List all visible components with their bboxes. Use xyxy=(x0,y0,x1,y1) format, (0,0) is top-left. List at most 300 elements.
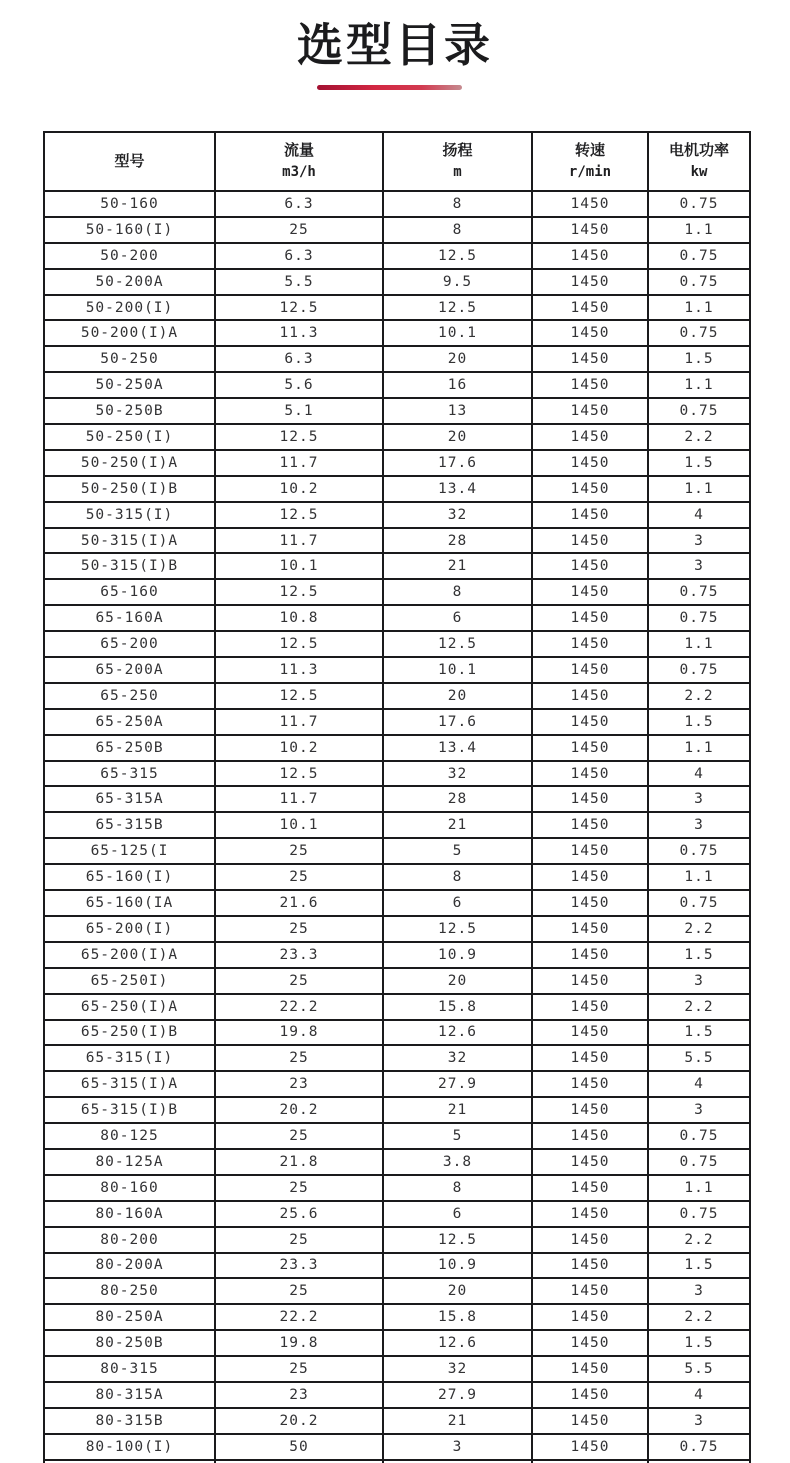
cell: 1450 xyxy=(532,476,648,502)
cell: 65-200 xyxy=(44,631,215,657)
cell: 1450 xyxy=(532,942,648,968)
table-row xyxy=(44,916,750,942)
cell: 1450 xyxy=(532,372,648,398)
cell: 21 xyxy=(383,812,532,838)
cell: 11.7 xyxy=(215,709,383,735)
cell: 1.5 xyxy=(648,1253,750,1279)
table-row xyxy=(44,1045,750,1071)
cell: 12.5 xyxy=(215,761,383,787)
cell: 1450 xyxy=(532,243,648,269)
cell: 5 xyxy=(383,838,532,864)
cell: 1450 xyxy=(532,553,648,579)
cell: 12.6 xyxy=(383,1330,532,1356)
cell: 12.5 xyxy=(215,683,383,709)
cell: 10.1 xyxy=(383,657,532,683)
cell: 0.75 xyxy=(648,838,750,864)
cell: 1450 xyxy=(532,605,648,631)
cell: 1450 xyxy=(532,1123,648,1149)
cell: 1450 xyxy=(532,528,648,554)
cell: 23.3 xyxy=(215,1253,383,1279)
cell: 1450 xyxy=(532,709,648,735)
cell: 1450 xyxy=(532,1434,648,1460)
cell: 1450 xyxy=(532,890,648,916)
table-row xyxy=(44,761,750,787)
cell: 23 xyxy=(215,1071,383,1097)
cell: 6.3 xyxy=(215,243,383,269)
table-row xyxy=(44,1278,750,1304)
cell: 65-250A xyxy=(44,709,215,735)
cell: 21 xyxy=(383,1408,532,1434)
cell: 65-200A xyxy=(44,657,215,683)
table-row xyxy=(44,1253,750,1279)
table-row xyxy=(44,191,750,217)
cell: 8 xyxy=(383,217,532,243)
cell: 0.75 xyxy=(648,1123,750,1149)
cell: 65-160(I) xyxy=(44,864,215,890)
cell: 8 xyxy=(383,579,532,605)
cell: 10.8 xyxy=(215,605,383,631)
cell: 20 xyxy=(383,346,532,372)
cell: 1450 xyxy=(532,1253,648,1279)
cell: 1450 xyxy=(532,1382,648,1408)
cell: 1450 xyxy=(532,1330,648,1356)
cell: 6.3 xyxy=(215,191,383,217)
cell: 1450 xyxy=(532,320,648,346)
table-row xyxy=(44,476,750,502)
cell: 0.75 xyxy=(648,890,750,916)
cell: 1450 xyxy=(532,994,648,1020)
cell: 3 xyxy=(648,1097,750,1123)
header-row xyxy=(44,132,750,191)
cell: 20.2 xyxy=(215,1097,383,1123)
column-header: 转速 r/min xyxy=(532,132,648,191)
cell: 16 xyxy=(383,372,532,398)
table-body xyxy=(44,191,750,1463)
cell: 1450 xyxy=(532,1045,648,1071)
cell: 32 xyxy=(383,1356,532,1382)
cell: 65-315(I) xyxy=(44,1045,215,1071)
cell: 5.5 xyxy=(648,1045,750,1071)
cell: 6 xyxy=(383,605,532,631)
cell: 1450 xyxy=(532,1071,648,1097)
cell: 80-250 xyxy=(44,1278,215,1304)
cell: 12.5 xyxy=(215,295,383,321)
cell: 2.2 xyxy=(648,1227,750,1253)
cell: 21 xyxy=(383,1097,532,1123)
cell: 1450 xyxy=(532,1356,648,1382)
cell: 1.1 xyxy=(648,372,750,398)
cell xyxy=(44,1460,215,1463)
cell: 5 xyxy=(383,1123,532,1149)
cell: 1450 xyxy=(532,217,648,243)
cell: 50-250(I) xyxy=(44,424,215,450)
cell: 1.5 xyxy=(648,942,750,968)
table-row xyxy=(44,1434,750,1460)
cell: 19.8 xyxy=(215,1330,383,1356)
cell: 50-200(I) xyxy=(44,295,215,321)
cell: 65-315B xyxy=(44,812,215,838)
cell: 11.7 xyxy=(215,786,383,812)
table-row xyxy=(44,346,750,372)
cell: 32 xyxy=(383,761,532,787)
table-row xyxy=(44,1304,750,1330)
cell: 1450 xyxy=(532,1408,648,1434)
cell: 1.5 xyxy=(648,346,750,372)
table-row xyxy=(44,890,750,916)
column-header: 流量 m3/h xyxy=(215,132,383,191)
table-row xyxy=(44,1071,750,1097)
cell: 9.5 xyxy=(383,269,532,295)
cell: 21.6 xyxy=(215,890,383,916)
table-row xyxy=(44,968,750,994)
cell: 1450 xyxy=(532,786,648,812)
cell: 10.2 xyxy=(215,476,383,502)
cell: 65-160 xyxy=(44,579,215,605)
cell: 23.3 xyxy=(215,942,383,968)
table-row xyxy=(44,1408,750,1434)
cell: 50-160(I) xyxy=(44,217,215,243)
cell: 1450 xyxy=(532,295,648,321)
cell: 50 xyxy=(215,1434,383,1460)
table-row xyxy=(44,812,750,838)
cell: 65-250B xyxy=(44,735,215,761)
cell: 80-315B xyxy=(44,1408,215,1434)
table-row xyxy=(44,217,750,243)
table-row xyxy=(44,1227,750,1253)
cell: 50-200(I)A xyxy=(44,320,215,346)
cell: 25 xyxy=(215,838,383,864)
cell: 10.1 xyxy=(215,553,383,579)
cell: 23 xyxy=(215,1382,383,1408)
cell: 3.8 xyxy=(383,1149,532,1175)
cell: 80-200 xyxy=(44,1227,215,1253)
table-row xyxy=(44,657,750,683)
cell: 1.5 xyxy=(648,450,750,476)
cell: 17.6 xyxy=(383,450,532,476)
table-row xyxy=(44,605,750,631)
cell: 80-250A xyxy=(44,1304,215,1330)
cell: 1450 xyxy=(532,735,648,761)
cell: 25 xyxy=(215,217,383,243)
table-row xyxy=(44,320,750,346)
cell: 11.7 xyxy=(215,528,383,554)
table-row xyxy=(44,994,750,1020)
cell: 20.2 xyxy=(215,1408,383,1434)
cell: 2.2 xyxy=(648,994,750,1020)
cell: 65-315(I)B xyxy=(44,1097,215,1123)
cell: 25.6 xyxy=(215,1201,383,1227)
cell: 22.2 xyxy=(215,1304,383,1330)
table-row xyxy=(44,1020,750,1046)
cell: 2.2 xyxy=(648,683,750,709)
cell: 1450 xyxy=(532,1278,648,1304)
cell: 80-160 xyxy=(44,1175,215,1201)
cell: 50-250(I)A xyxy=(44,450,215,476)
table-row xyxy=(44,709,750,735)
cell: 25 xyxy=(215,864,383,890)
table-row xyxy=(44,269,750,295)
cell: 1450 xyxy=(532,346,648,372)
cell: 50-250(I)B xyxy=(44,476,215,502)
table-row xyxy=(44,786,750,812)
cell: 0.75 xyxy=(648,605,750,631)
cell: 5.6 xyxy=(215,372,383,398)
cell: 12.5 xyxy=(215,579,383,605)
table-row xyxy=(44,735,750,761)
cell: 1.1 xyxy=(648,864,750,890)
cell: 25 xyxy=(215,1356,383,1382)
cell: 6.3 xyxy=(215,346,383,372)
cell: 25 xyxy=(215,968,383,994)
table-row xyxy=(44,243,750,269)
cell: 65-315A xyxy=(44,786,215,812)
cell: 1450 xyxy=(532,1149,648,1175)
cell: 8 xyxy=(383,191,532,217)
table-row xyxy=(44,1330,750,1356)
table-row xyxy=(44,1097,750,1123)
table-row xyxy=(44,1175,750,1201)
cell: 0.75 xyxy=(648,1434,750,1460)
cell: 0.75 xyxy=(648,269,750,295)
table-row xyxy=(44,553,750,579)
table-row xyxy=(44,372,750,398)
cell: 3 xyxy=(648,812,750,838)
cell: 1450 xyxy=(532,1227,648,1253)
cell: 1450 xyxy=(532,1201,648,1227)
cell: 17.6 xyxy=(383,709,532,735)
cell: 15.8 xyxy=(383,1304,532,1330)
table-row xyxy=(44,398,750,424)
cell: 65-250(I)A xyxy=(44,994,215,1020)
cell: 19.8 xyxy=(215,1020,383,1046)
cell: 1.1 xyxy=(648,631,750,657)
cell: 65-160(IA xyxy=(44,890,215,916)
cell: 1.5 xyxy=(648,709,750,735)
cell: 13.4 xyxy=(383,735,532,761)
cell: 50-200A xyxy=(44,269,215,295)
cell: 4 xyxy=(648,1382,750,1408)
cell: 6 xyxy=(383,1201,532,1227)
cell: 1450 xyxy=(532,398,648,424)
cell: 3 xyxy=(648,1278,750,1304)
cell: 3 xyxy=(648,1408,750,1434)
cell: 65-200(I) xyxy=(44,916,215,942)
cell: 0.75 xyxy=(648,320,750,346)
cell: 80-125 xyxy=(44,1123,215,1149)
cell: 25 xyxy=(215,916,383,942)
cell: 13.4 xyxy=(383,476,532,502)
cell: 25 xyxy=(215,1045,383,1071)
cell: 0.75 xyxy=(648,243,750,269)
cell: 20 xyxy=(383,424,532,450)
cell: 65-160A xyxy=(44,605,215,631)
cell: 0.75 xyxy=(648,1149,750,1175)
cell: 5.5 xyxy=(648,1356,750,1382)
cell: 65-200(I)A xyxy=(44,942,215,968)
column-header: 扬程 m xyxy=(383,132,532,191)
cell: 50-250A xyxy=(44,372,215,398)
cell: 50-250 xyxy=(44,346,215,372)
cell: 5.1 xyxy=(215,398,383,424)
cell: 1450 xyxy=(532,657,648,683)
cell: 20 xyxy=(383,1278,532,1304)
cell: 10.1 xyxy=(215,812,383,838)
table-row xyxy=(44,450,750,476)
cell: 1450 xyxy=(532,579,648,605)
cell xyxy=(215,1460,383,1463)
cell: 1450 xyxy=(532,502,648,528)
cell: 1450 xyxy=(532,269,648,295)
table-row xyxy=(44,424,750,450)
cell: 20 xyxy=(383,683,532,709)
cell: 12.5 xyxy=(383,631,532,657)
cell: 50-315(I) xyxy=(44,502,215,528)
cell: 27.9 xyxy=(383,1382,532,1408)
table-row xyxy=(44,1123,750,1149)
table-row-clipped xyxy=(44,1460,750,1463)
cell: 3 xyxy=(648,553,750,579)
cell: 2.2 xyxy=(648,1304,750,1330)
cell: 2.2 xyxy=(648,424,750,450)
cell: 1450 xyxy=(532,1020,648,1046)
cell: 2.2 xyxy=(648,916,750,942)
cell: 5.5 xyxy=(215,269,383,295)
cell: 22.2 xyxy=(215,994,383,1020)
cell: 12.5 xyxy=(383,1227,532,1253)
cell: 4 xyxy=(648,502,750,528)
cell: 11.3 xyxy=(215,657,383,683)
cell: 20 xyxy=(383,968,532,994)
cell: 8 xyxy=(383,1175,532,1201)
cell: 27.9 xyxy=(383,1071,532,1097)
cell: 13 xyxy=(383,398,532,424)
cell: 1.5 xyxy=(648,1330,750,1356)
cell: 80-250B xyxy=(44,1330,215,1356)
cell: 80-315A xyxy=(44,1382,215,1408)
cell: 80-315 xyxy=(44,1356,215,1382)
cell: 12.6 xyxy=(383,1020,532,1046)
table-row xyxy=(44,942,750,968)
cell: 1.1 xyxy=(648,217,750,243)
table-row xyxy=(44,1382,750,1408)
cell: 1450 xyxy=(532,916,648,942)
cell: 80-100(I) xyxy=(44,1434,215,1460)
table-row xyxy=(44,838,750,864)
cell: 0.75 xyxy=(648,191,750,217)
cell: 1450 xyxy=(532,761,648,787)
cell: 0.75 xyxy=(648,657,750,683)
cell: 1450 xyxy=(532,1097,648,1123)
cell: 12.5 xyxy=(383,916,532,942)
cell: 65-250 xyxy=(44,683,215,709)
cell: 10.9 xyxy=(383,1253,532,1279)
table-row xyxy=(44,631,750,657)
cell: 28 xyxy=(383,528,532,554)
cell: 12.5 xyxy=(215,502,383,528)
cell: 1450 xyxy=(532,812,648,838)
cell: 12.5 xyxy=(383,243,532,269)
cell: 21.8 xyxy=(215,1149,383,1175)
cell: 1450 xyxy=(532,838,648,864)
table-row xyxy=(44,502,750,528)
table-row xyxy=(44,1201,750,1227)
cell: 32 xyxy=(383,1045,532,1071)
cell: 80-200A xyxy=(44,1253,215,1279)
cell: 1450 xyxy=(532,631,648,657)
cell: 4 xyxy=(648,1071,750,1097)
cell: 12.5 xyxy=(383,295,532,321)
cell: 1.1 xyxy=(648,735,750,761)
table-row xyxy=(44,579,750,605)
cell: 65-250(I)B xyxy=(44,1020,215,1046)
column-header: 型号 xyxy=(44,132,215,191)
table-row xyxy=(44,1356,750,1382)
cell: 15.8 xyxy=(383,994,532,1020)
cell xyxy=(532,1460,648,1463)
table-row xyxy=(44,864,750,890)
cell: 1450 xyxy=(532,683,648,709)
column-header: 电机功率 kw xyxy=(648,132,750,191)
cell: 25 xyxy=(215,1227,383,1253)
cell: 4 xyxy=(648,761,750,787)
cell: 25 xyxy=(215,1175,383,1201)
cell: 65-315(I)A xyxy=(44,1071,215,1097)
title-underline-accent xyxy=(317,85,462,90)
cell: 50-315(I)B xyxy=(44,553,215,579)
selection-table xyxy=(43,131,751,1463)
cell: 6 xyxy=(383,890,532,916)
cell: 12.5 xyxy=(215,424,383,450)
cell: 1450 xyxy=(532,968,648,994)
cell: 1450 xyxy=(532,864,648,890)
cell: 0.75 xyxy=(648,398,750,424)
cell: 11.7 xyxy=(215,450,383,476)
cell: 32 xyxy=(383,502,532,528)
cell: 80-125A xyxy=(44,1149,215,1175)
cell xyxy=(383,1460,532,1463)
cell: 25 xyxy=(215,1278,383,1304)
cell: 10.1 xyxy=(383,320,532,346)
cell: 50-160 xyxy=(44,191,215,217)
cell: 1450 xyxy=(532,450,648,476)
cell: 65-315 xyxy=(44,761,215,787)
cell: 50-200 xyxy=(44,243,215,269)
cell: 11.3 xyxy=(215,320,383,346)
cell: 50-315(I)A xyxy=(44,528,215,554)
cell: 10.9 xyxy=(383,942,532,968)
cell: 1450 xyxy=(532,424,648,450)
cell: 65-250I) xyxy=(44,968,215,994)
cell: 3 xyxy=(648,786,750,812)
table-row xyxy=(44,683,750,709)
cell: 10.2 xyxy=(215,735,383,761)
table-row xyxy=(44,528,750,554)
cell: 1450 xyxy=(532,1175,648,1201)
cell: 50-250B xyxy=(44,398,215,424)
cell: 3 xyxy=(648,528,750,554)
cell: 12.5 xyxy=(215,631,383,657)
cell: 1.1 xyxy=(648,295,750,321)
cell: 1450 xyxy=(532,191,648,217)
cell: 1.1 xyxy=(648,1175,750,1201)
cell: 8 xyxy=(383,864,532,890)
cell: 80-160A xyxy=(44,1201,215,1227)
cell: 65-125(I xyxy=(44,838,215,864)
cell: 1450 xyxy=(532,1304,648,1330)
cell: 0.75 xyxy=(648,579,750,605)
cell: 1.1 xyxy=(648,476,750,502)
cell: 21 xyxy=(383,553,532,579)
